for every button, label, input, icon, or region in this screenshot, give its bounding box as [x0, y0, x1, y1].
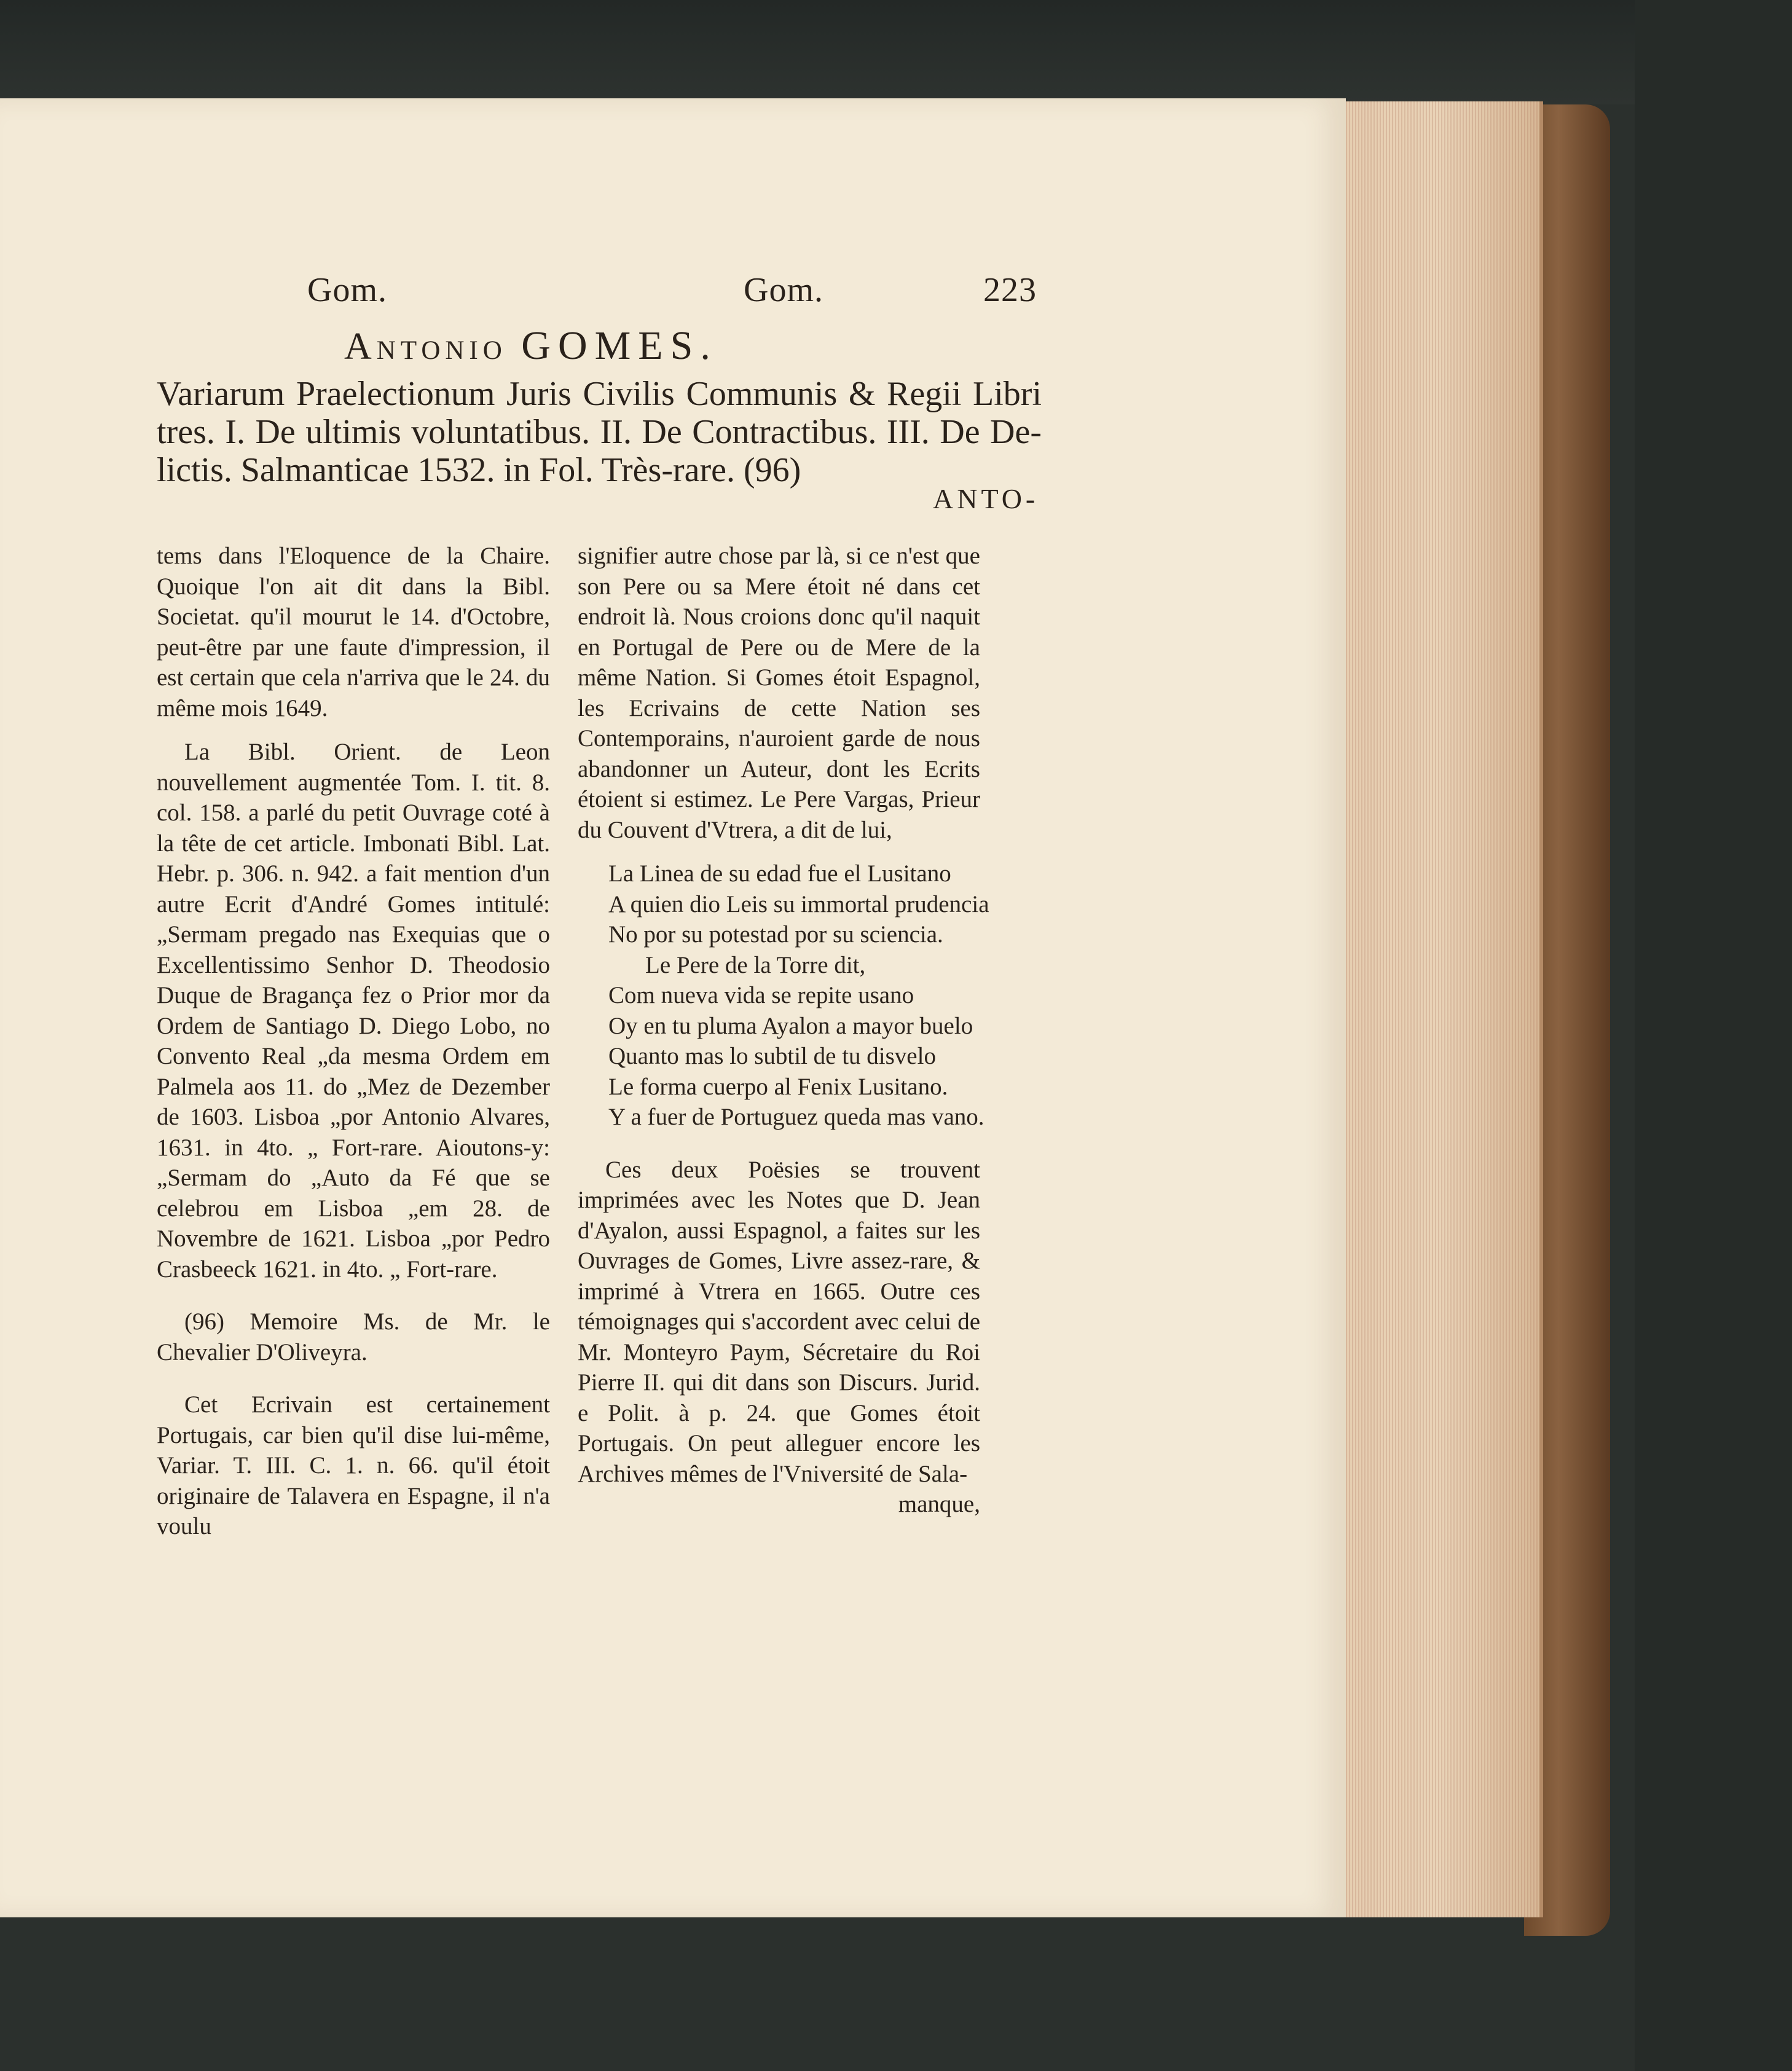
verse-line: Oy en tu pluma Ayalon a mayor buelo: [608, 1012, 973, 1039]
heading-line-1: Variarum Praelectionum Juris Civilis Communis & Regii Libri: [157, 375, 1042, 413]
verse-line: No por su potestad por su sciencia.: [608, 921, 943, 948]
verse-vargas: [578, 859, 989, 1133]
article-title: [344, 323, 718, 369]
right-paragraph-1: signifier autre chose par là, si ce n'est que son Pere ou sa Mere étoit né dans cet endroit là. Nous croions donc qu'il naquit en Portugal de Pere ou de Mere de la même Nation. Si Gomes étoit Espagnol, les Ecrivains de cette Nation ses Contemporains, n'auroient garde de nous abandonner un Auteur, dont les Ecrits étoient si estimez. Le Pere Vargas, Prieur du Couvent d'Vtrera, a dit de lui,: [578, 543, 980, 843]
verse-line: La Linea de su edad fue el Lusitano: [608, 860, 951, 887]
title-surname: GOMES.: [521, 323, 718, 368]
catchword-bottom: manque,: [898, 1491, 980, 1517]
running-head-left: Gom.: [307, 271, 387, 309]
left-paragraph-1: tems dans l'Eloquence de la Chaire. Quoique l'on ait dit dans la Bibl. Societat. qu'il mourut le 14. d'Octobre, peut-être par une faute d'impression, il est certain que cela n'arriva que le 24. du même mois 1649.: [157, 543, 550, 721]
title-prefix: Antonio: [344, 326, 507, 367]
right-paragraph-2: Ces deux Poësies se trouvent imprimées avec les Notes que D. Jean d'Ayalon, aussi Espagnol, a faites sur les Ouvrages de Gomes, Livre assez-rare, & imprimé à Vtrera en 1665. Outre ces témoignages qui s'accordent avec celui de Mr. Monteyro Paym, Sécretaire du Roi Pierre II. qui dit dans son Discurs. Jurid. e Polit. à p. 24. que Gomes étoit Portugais. On peut alleguer encore les Archives mêmes de l'Vniversité de Sala-: [578, 1156, 980, 1487]
dark-background-right: [1635, 0, 1792, 2071]
left-column: [157, 541, 550, 1542]
verse-attribution: Le Pere de la Torre dit,: [645, 951, 866, 978]
page-block-edge: [1343, 101, 1543, 1917]
left-paragraph-2: La Bibl. Orient. de Leon nouvellement augmentée Tom. I. tit. 8. col. 158. a parlé du petit Ouvrage coté à la tête de cet article. Imbonati Bibl. Lat. Hebr. p. 306. n. 942. a fait mention d'un autre Ecrit d'André Gomes intitulé: „Sermam pregado nas Exequias que o Excellentissimo Senhor D. Theodosio Duque de Bragança fez o Prior mor da Ordem de Santiago D. Diego Lobo, no Convento Real „da mesma Ordem em Palmela aos 11. do „Mez de Dezember de 1603. Lisboa „por Antonio Alvares, 1631. in 4to. „ Fort-rare. Aioutons-y: „Sermam do „Auto da Fé que se celebrou em Lisboa „em 28. de Novembre de 1621. Lisboa „por Pedro Crasbeeck 1621. in 4to. „ Fort-rare.: [157, 739, 550, 1283]
catchword-top: ANTO-: [933, 483, 1039, 514]
verse-line: A quien dio Leis su immortal prudencia: [608, 890, 989, 918]
dark-background: [0, 0, 1792, 104]
footnote-96: (96) Memoire Ms. de Mr. le Chevalier D'Oliveyra.: [157, 1308, 550, 1366]
verse-line: Com nueva vida se repite usano: [608, 982, 914, 1008]
heading-line-3: lictis. Salmanticae 1532. in Fol. Très-rare. (96): [157, 451, 801, 489]
right-column: [578, 541, 989, 1520]
heading-line-2: tres. I. De ultimis voluntatibus. II. De Contractibus. III. De De-: [157, 413, 1042, 451]
verse-line: Quanto mas lo subtil de tu disvelo: [608, 1043, 936, 1069]
running-head-center: Gom.: [744, 271, 823, 309]
page-number: 223: [983, 271, 1037, 309]
verse-line: Y a fuer de Portuguez queda mas vano.: [608, 1104, 984, 1130]
verse-line: Le forma cuerpo al Fenix Lusitano.: [608, 1073, 948, 1100]
book-entry-heading: [157, 375, 1042, 489]
left-paragraph-3: Cet Ecrivain est certainement Portugais, car bien qu'il dise lui-même, Variar. T. III. C. 1. n. 66. qu'il étoit originaire de Talavera en Espagne, il n'a voulu: [157, 1391, 550, 1539]
